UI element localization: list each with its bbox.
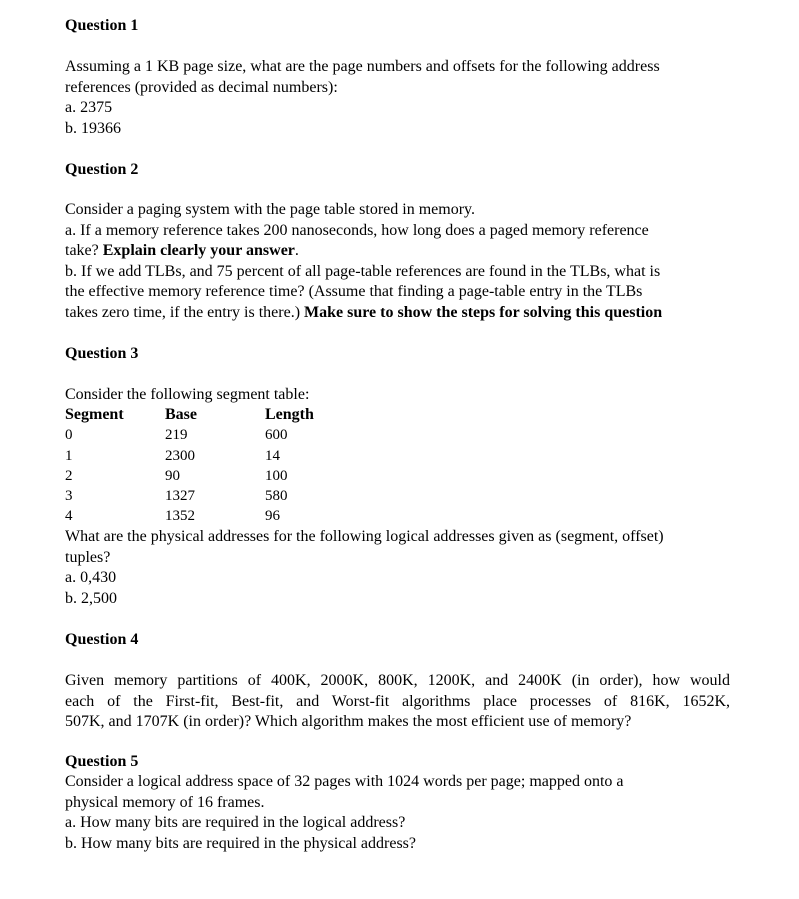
- question-5-item-a: a. How many bits are required in the logical address?: [65, 814, 406, 831]
- question-2-line-3-end: .: [294, 242, 299, 259]
- question-2-line-5: the effective memory reference time? (Assume that finding a page-table entry in the TLBs: [65, 283, 643, 300]
- question-2-line-6-text: takes zero time, if the entry is there.): [65, 303, 305, 321]
- segment-header: Segment: [65, 406, 124, 423]
- base-cell: 219: [165, 427, 188, 444]
- question-3-intro-line: Consider the following segment table:: [65, 386, 310, 403]
- question-5-body: [65, 772, 735, 854]
- segment-table-header: [65, 405, 385, 425]
- question-2-line-2: a. If a memory reference takes 200 nanoseconds, how long does a paged memory reference: [65, 221, 649, 239]
- question-4-body: [65, 671, 730, 733]
- question-1-item-b: b. 19366: [65, 119, 121, 137]
- question-4-line-2: each of the First-fit, Best-fit, and Worst-fit algorithms place processes of 816K, 1652K,: [65, 692, 730, 710]
- question-2-line-1: Consider a paging system with the page table stored in memory.: [65, 201, 475, 218]
- question-2-steps-emphasis: Make sure to show the steps for solving this question: [304, 303, 663, 321]
- question-2-body: [65, 200, 735, 323]
- question-1-title: Question 1: [65, 17, 139, 34]
- base-header: Base: [165, 406, 197, 423]
- base-cell: 1327: [165, 488, 195, 505]
- question-3-item-a: a. 0,430: [65, 569, 117, 586]
- question-2-line-4: b. If we add TLBs, and 75 percent of all page-table references are found in the TLBs, what is: [65, 262, 661, 280]
- question-1-intro-line-1: Assuming a 1 KB page size, what are the page numbers and offsets for the following address: [65, 58, 660, 75]
- question-2-line-6: [65, 303, 735, 324]
- question-4-title: Question 4: [65, 631, 139, 648]
- base-cell: 90: [165, 467, 180, 484]
- segment-cell: 1: [65, 447, 73, 464]
- segment-cell: 2: [65, 467, 73, 484]
- question-3-title: Question 3: [65, 345, 139, 362]
- question-4-line-3: 507K, and 1707K (in order)? Which algorithm makes the most efficient use of memory?: [65, 713, 632, 730]
- question-4-line-1: Given memory partitions of 400K, 2000K, 800K, 1200K, and 2400K (in order), how would: [65, 672, 730, 689]
- question-5-line-2: physical memory of 16 frames.: [65, 793, 265, 811]
- table-row: [65, 486, 385, 506]
- table-row: [65, 425, 385, 445]
- question-5-item-b: b. How many bits are required in the physical address?: [65, 834, 417, 852]
- question-5-title: Question 5: [65, 753, 139, 770]
- segment-table: [65, 405, 385, 527]
- question-3-item-b: b. 2,500: [65, 589, 117, 607]
- question-3-intro: [65, 385, 735, 406]
- length-header: Length: [265, 406, 314, 423]
- question-3-question-line-2: tuples?: [65, 548, 111, 566]
- question-3-question-line-1: What are the physical addresses for the following logical addresses given as (segment, offset): [65, 528, 664, 545]
- length-cell: 96: [265, 508, 280, 525]
- segment-cell: 0: [65, 427, 73, 444]
- question-2-line-3: [65, 241, 735, 262]
- table-row: [65, 446, 385, 466]
- question-1-item-a: a. 2375: [65, 99, 113, 116]
- question-5-line-1: Consider a logical address space of 32 pages with 1024 words per page; mapped onto a: [65, 773, 624, 790]
- question-3-body: [65, 527, 735, 609]
- question-2-line-3-text: take?: [65, 242, 103, 259]
- question-2-title: Question 2: [65, 161, 139, 178]
- question-1-body: [65, 57, 735, 139]
- length-cell: 580: [265, 488, 288, 505]
- segment-cell: 4: [65, 508, 73, 525]
- table-row: [65, 466, 385, 486]
- length-cell: 14: [265, 447, 280, 464]
- base-cell: 1352: [165, 508, 195, 525]
- length-cell: 600: [265, 427, 288, 444]
- question-1-intro-line-2: references (provided as decimal numbers):: [65, 78, 338, 96]
- length-cell: 100: [265, 467, 288, 484]
- question-2-explain-emphasis: Explain clearly your answer: [102, 242, 295, 259]
- table-row: [65, 506, 385, 526]
- base-cell: 2300: [165, 447, 195, 464]
- segment-cell: 3: [65, 488, 73, 505]
